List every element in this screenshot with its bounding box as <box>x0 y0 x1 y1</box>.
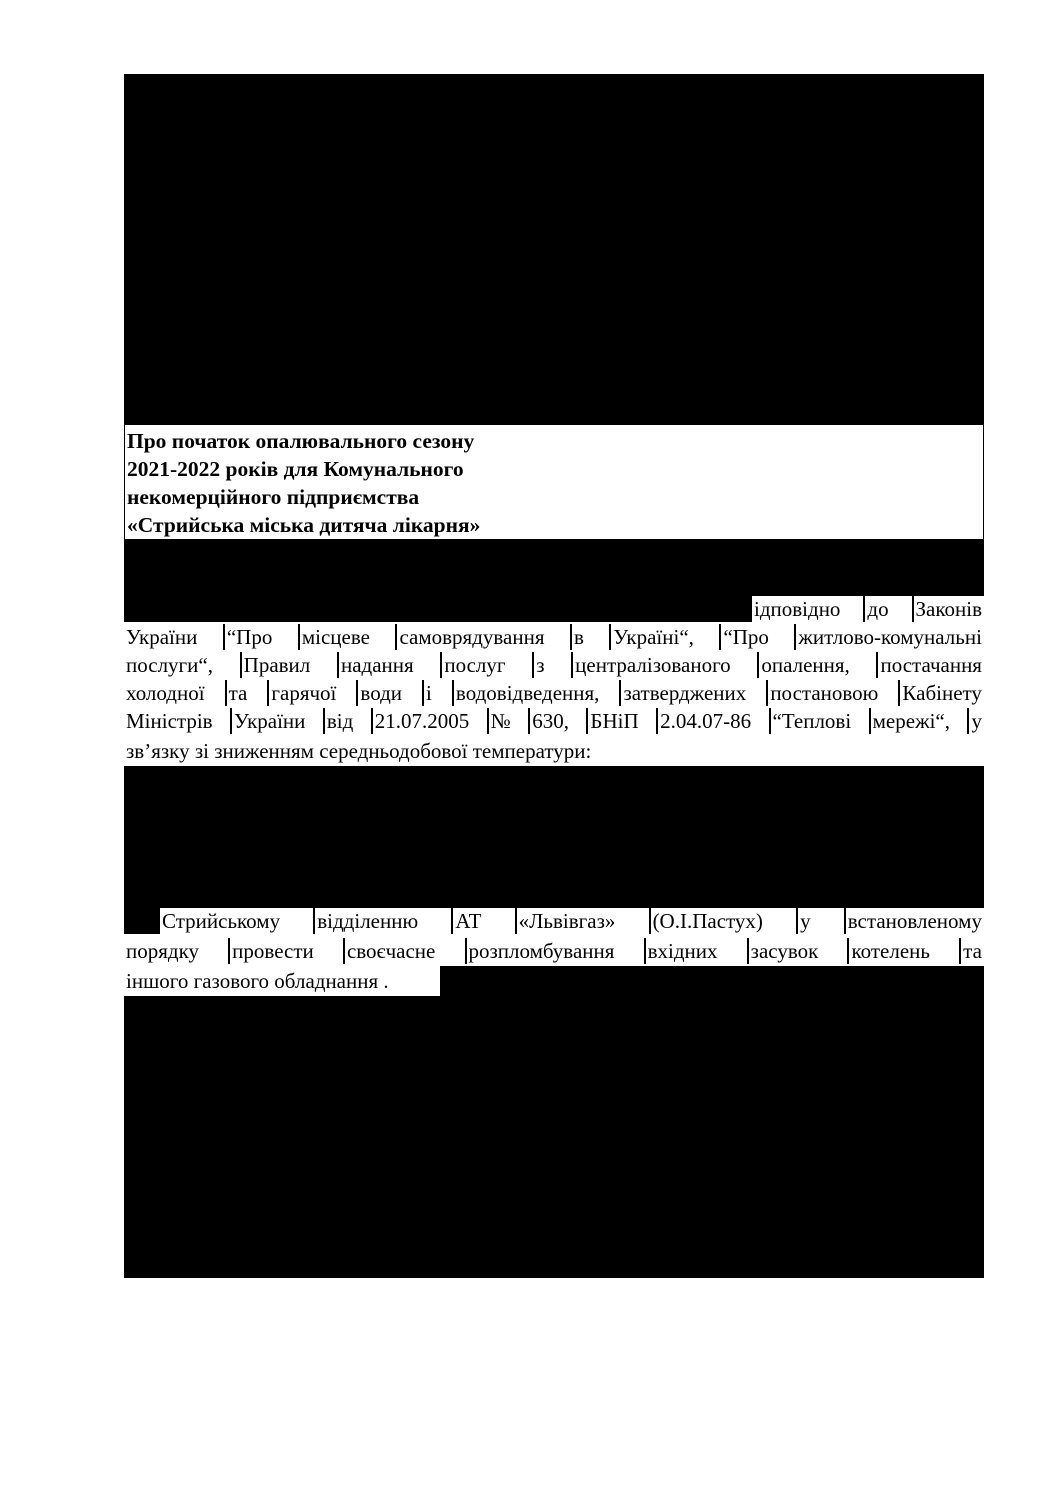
word: Міністрів <box>126 709 213 733</box>
word: “Про <box>223 624 275 650</box>
title-line: «Стрийська міська дитяча лікарня» <box>127 513 481 537</box>
paragraph1-line5 <box>124 708 984 734</box>
word: мережі“, <box>869 708 952 734</box>
line-text: зв’язку зі зниженням середньодобової температури: <box>126 739 592 763</box>
title-line: Про початок опалювального сезону <box>127 429 475 453</box>
word: опалення, <box>757 652 851 678</box>
word: централізованого <box>571 652 733 678</box>
title-line: некомерційного підприємства <box>127 485 420 509</box>
word: від <box>323 708 355 734</box>
word: 630, <box>528 708 571 734</box>
word: 2.04.07-86 <box>656 708 753 734</box>
redaction-block-footer <box>124 996 984 1278</box>
word: місцеве <box>298 624 372 650</box>
word: і <box>422 680 434 706</box>
word: гарячої <box>267 680 338 706</box>
word: самоврядування <box>395 624 546 650</box>
paragraph1-line6 <box>124 738 593 764</box>
word: встановленому <box>844 908 984 934</box>
redaction-block-middle <box>124 766 984 908</box>
word: до <box>863 596 890 622</box>
word: у <box>967 708 984 734</box>
redaction-block-header <box>124 74 984 424</box>
word: котелень <box>847 938 931 964</box>
word: відділенню <box>313 908 420 934</box>
word: Стрийському <box>162 909 281 933</box>
word: Кабінету <box>898 680 984 706</box>
word: (О.І.Пастух) <box>649 908 765 934</box>
word: БНіП <box>586 708 640 734</box>
word: водовідведення, <box>452 680 602 706</box>
word: “Про <box>719 624 771 650</box>
word: у <box>796 908 813 934</box>
word: № <box>487 708 513 734</box>
paragraph2-line1 <box>160 908 984 934</box>
word: води <box>356 680 404 706</box>
paragraph1-line2 <box>124 624 984 650</box>
title-line: 2021-2022 років для Комунального <box>127 457 464 481</box>
paragraph1-line4 <box>124 680 984 706</box>
paragraph1-line1 <box>752 596 984 622</box>
paragraph2-line3 <box>124 968 391 994</box>
word: провести <box>228 938 316 964</box>
document-title <box>124 424 984 540</box>
word: «Львівгаз» <box>515 908 618 934</box>
word: послуг <box>440 652 507 678</box>
word: “Теплові <box>769 708 854 734</box>
word: з <box>532 652 546 678</box>
word: України <box>126 625 198 649</box>
word: житлово-комунальні <box>794 624 984 650</box>
word: ідповідно <box>754 597 841 621</box>
line-text: іншого газового обладнання . <box>126 969 389 993</box>
word: розпломбування <box>465 938 617 964</box>
word: постановою <box>766 680 880 706</box>
word: холодної <box>126 681 205 705</box>
word: своєчасне <box>343 938 437 964</box>
paragraph1-line3 <box>124 652 984 678</box>
word: Україні“, <box>609 624 696 650</box>
word: вхідних <box>644 938 720 964</box>
word: послуги“, <box>126 653 213 677</box>
word: в <box>570 624 586 650</box>
redaction-block-para2-tail <box>440 966 984 998</box>
word: порядку <box>126 939 199 963</box>
redaction-block-para1-start <box>124 596 754 622</box>
word: України <box>230 708 307 734</box>
word: засувок <box>747 938 821 964</box>
redaction-block-after-title <box>124 540 984 596</box>
redaction-block-para2-indent <box>124 908 160 934</box>
paragraph2-line2 <box>124 938 984 964</box>
word: надання <box>337 652 416 678</box>
word: затверджених <box>619 680 748 706</box>
word: 21.07.2005 <box>371 708 472 734</box>
word: АТ <box>451 908 483 934</box>
word: постачання <box>876 652 984 678</box>
word: та <box>959 938 984 964</box>
word: Законів <box>912 596 984 622</box>
word: та <box>225 680 250 706</box>
word: Правил <box>240 652 313 678</box>
